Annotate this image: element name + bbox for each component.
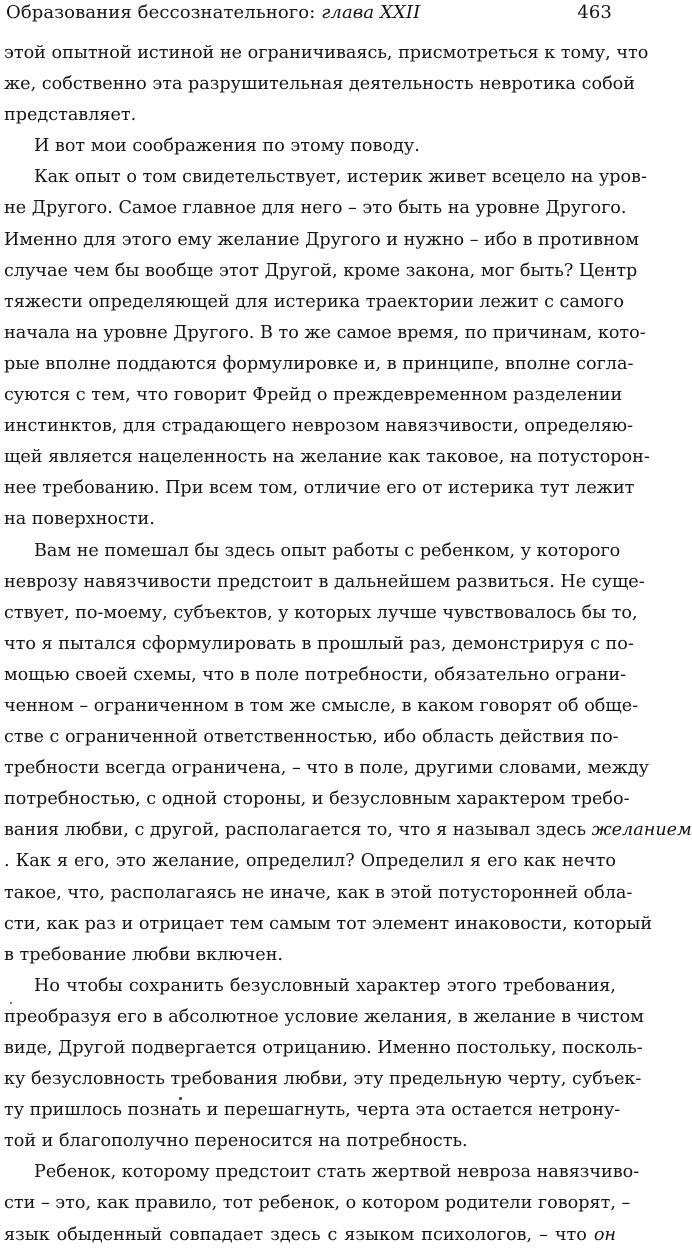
text-line [4, 846, 616, 877]
text-line: потребностью, с одной стороны, и безусловным характером требо- [4, 789, 630, 810]
text-line: И вот мои соображения по этому поводу. [34, 136, 420, 157]
text-line: Вам не помешал бы здесь опыт работы с ребенком, у которого [34, 540, 621, 561]
print-speck [10, 1002, 12, 1004]
text-line: случае чем бы вообще этот Другой, кроме закона, мог быть? Центр [4, 260, 638, 281]
text-line: ствует, по-моему, субъектов, у которых лучше чувствовалось бы то, [4, 602, 638, 623]
emphasis-text: желанием [591, 820, 692, 841]
text-line [4, 815, 692, 846]
text-line: преобразуя его в абсолютное условие желания, в желание в чистом [4, 1006, 644, 1027]
text-line: неврозу навязчивости предстоит в дальнейшем развиться. Не суще- [4, 571, 645, 592]
text-line: Как опыт о том свидетельствует, истерик живет всецело на уров- [34, 167, 647, 188]
text-line: мощью своей схемы, что в поле потребности, обязательно ограни- [4, 664, 627, 685]
text-line: нее требованию. При всем том, отличие его от истерика тут лежит [4, 478, 635, 499]
text-line [4, 1220, 616, 1251]
book-title: Образования бессознательного: [6, 2, 322, 23]
text-line: требности всегда ограничена, – что в поле, другими словами, между [4, 758, 649, 779]
body-text [4, 38, 692, 1251]
text-line: Именно для этого ему желание Другого и нужно – ибо в противном [4, 229, 640, 250]
text-line: начала на уровне Другого. В то же самое время, по причинам, кото- [4, 322, 646, 343]
text-line: рые вполне поддаются формулировке и, в принципе, вполне согла- [4, 353, 634, 374]
text-run: . Как я его, это желание, определил? Определил я его как нечто [4, 851, 616, 872]
text-run: вания любви, с другой, располагается то, что я называл здесь [4, 820, 592, 841]
text-line: виде, Другой подвергается отрицанию. Именно постольку, посколь- [4, 1038, 643, 1058]
text-line: сти – это, как правило, тот ребенок, о котором родители говорят, – [4, 1193, 631, 1214]
text-line: инстинктов, для страдающего неврозом навязчивости, определяю- [4, 416, 634, 437]
text-line: этой опытной истиной не ограничиваясь, присмотреться к тому, что [4, 43, 649, 63]
text-line: не Другого. Самое главное для него – это быть на уровне Другого. [4, 198, 627, 219]
text-line: в требование любви включен. [4, 944, 284, 965]
text-line: тяжести определяющей для истерика траектории лежит с самого [4, 291, 624, 312]
text-line: Ребенок, которому предстоит стать жертвой невроза навязчиво- [34, 1162, 640, 1183]
text-line: Но чтобы сохранить безусловный характер этого требования, [34, 975, 616, 996]
text-run: язык обыденный совпадает здесь с языком психологов, – что [4, 1224, 594, 1245]
page-number: 463 [577, 2, 612, 23]
running-header [6, 2, 614, 32]
text-line: ку безусловность требования любви, эту предельную черту, субъек- [4, 1069, 642, 1090]
text-line: же, собственно эта разрушительная деятельность невротика собой [4, 74, 635, 95]
text-line: щей является нацеленность на желание как таковое, на потусторон- [4, 447, 650, 468]
text-line: сти, как раз и отрицает тем самым тот элемент инаковости, который [4, 913, 653, 934]
emphasis-text: он [593, 1224, 616, 1245]
text-line: что я пытался сформулировать в прошлый раз, демонстрируя с по- [4, 633, 634, 654]
text-run-continued [4, 851, 616, 871]
print-speck [179, 1097, 182, 1100]
text-line: суются с тем, что говорит Фрейд о преждевременном разделении [4, 385, 623, 406]
text-line: той и благополучно переносится на потребность. [4, 1131, 468, 1152]
chapter-label: глава XXII [321, 2, 421, 23]
text-line: ту пришлось познать и перешагнуть, черта эта остается нетрону- [4, 1100, 621, 1121]
text-line: ченном – ограниченном в том же смысле, в каком говорят об обще- [4, 695, 639, 716]
text-line: представляет. [4, 105, 137, 126]
text-line: такое, что, располагаясь не иначе, как в этой потусторонней обла- [4, 882, 633, 903]
running-title [6, 2, 420, 23]
text-line: стве с ограниченной ответственностью, ибо область действия по- [4, 727, 619, 748]
text-line: на поверхности. [4, 509, 155, 530]
